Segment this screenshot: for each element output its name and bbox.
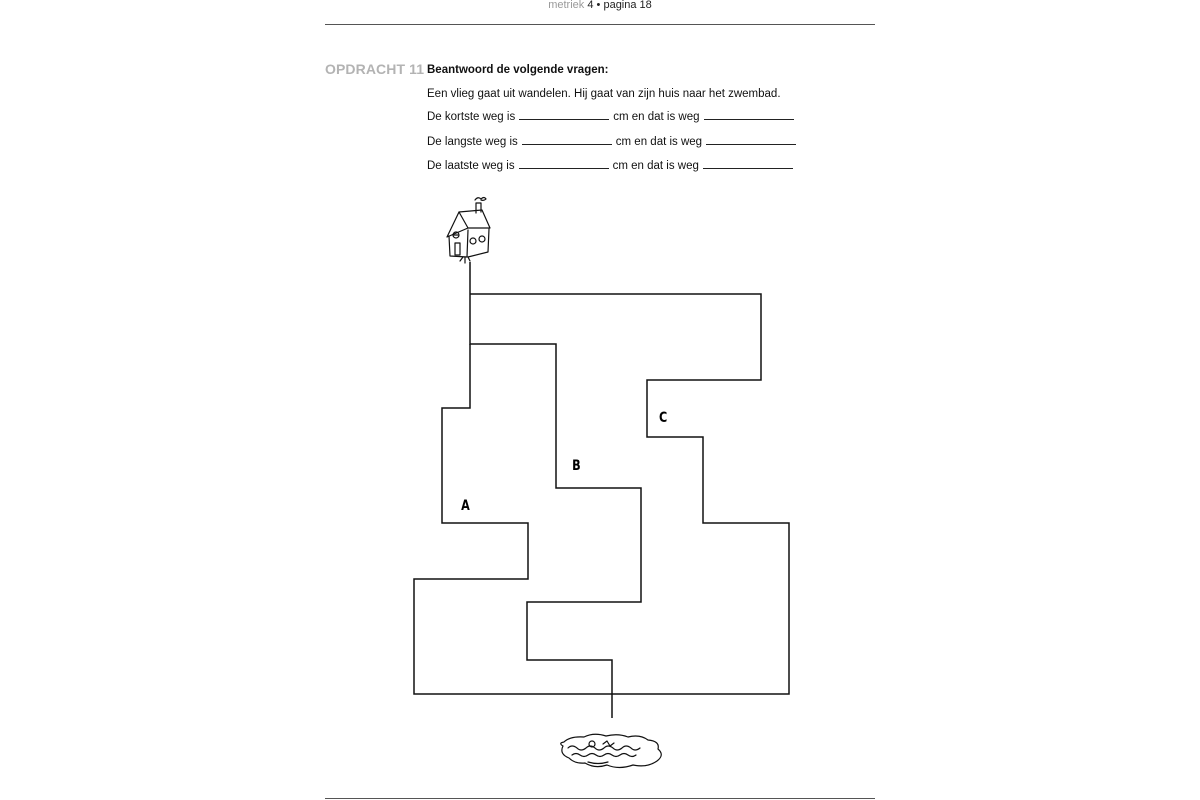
footer-rule	[325, 798, 875, 799]
exercise-instruction: Beantwoord de volgende vragen:	[427, 64, 609, 76]
question-prefix: De langste weg is	[427, 136, 518, 148]
question-prefix: De laatste weg is	[427, 160, 515, 172]
maze-path-c	[470, 294, 789, 694]
question-prefix: De kortste weg is	[427, 111, 516, 123]
swimming-pool-icon	[561, 734, 662, 767]
page-number: pagina 18	[603, 0, 652, 11]
maze-path-b	[470, 294, 641, 718]
maze-path-a	[414, 344, 612, 694]
house-icon	[447, 198, 490, 264]
book-name: metriek	[548, 0, 585, 11]
exercise-label: OPDRACHT 11	[325, 61, 425, 77]
question-middle: cm en dat is weg	[612, 160, 699, 172]
question-middle: cm en dat is weg	[615, 136, 703, 148]
header-separator: •	[596, 0, 601, 11]
level-number: 4	[587, 0, 594, 11]
question-middle: cm en dat is weg	[613, 111, 700, 123]
maze-label-a: A	[461, 496, 470, 514]
exercise-intro: Een vlieg gaat uit wandelen. Hij gaat van zijn huis naar het zwembad.	[427, 88, 781, 100]
maze-label-b: B	[572, 456, 581, 474]
maze-label-c: C	[659, 408, 668, 426]
